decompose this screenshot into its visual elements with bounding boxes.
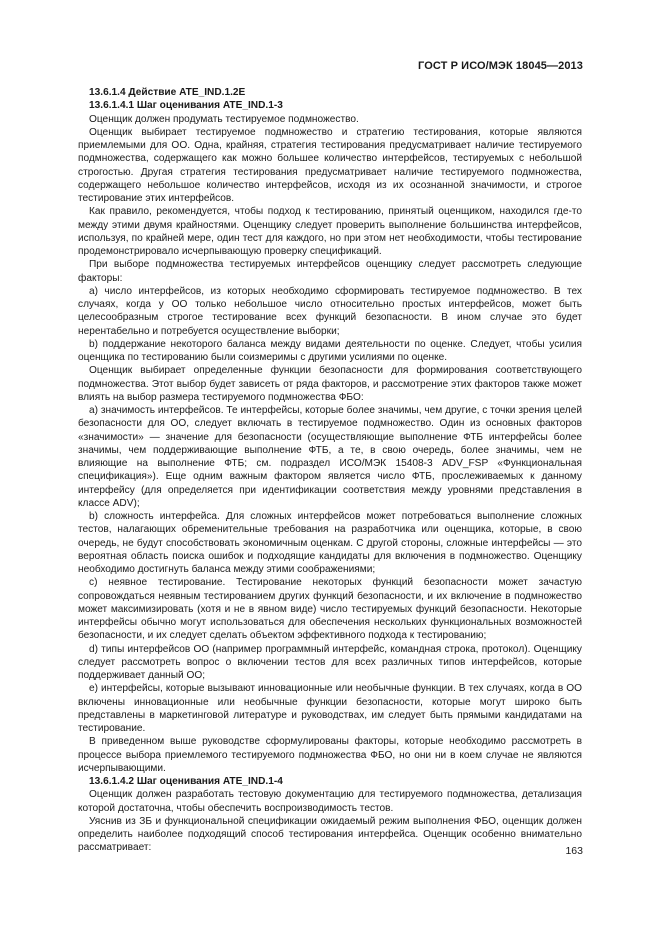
body-paragraph: Оценщик должен продумать тестируемое подмножество.: [89, 113, 359, 125]
body-paragraph: a) значимость интерфейсов. Те интерфейсы, которые более значимы, чем другие, с точки зрения целей безопасности для ОО, следует включать в тестируемое подмножество. Один из основных факторов «значимости» — значение для безопасности (осуществляющие выполнение ФТБ интерфейсы более значимы, чем поддерживающие выполнение ФТБ, а те, в свою очередь, более значимы, чем не влияющие на выполнение ФТБ; см. подраздел ИСО/МЭК 15408-3 ADV_FSP «Функциональная спецификация»). Еще одним важным фактором является число ФТБ, прослеживаемых к данному интерфейсу (для определяется при идентификации соответствия между уровнями представления в классе ADV);: [78, 405, 582, 509]
document-body: [78, 86, 582, 855]
body-paragraph: c) неявное тестирование. Тестирование некоторых функций безопасности может зачастую сопровождаться неявным тестированием других функций безопасности, и их включение в подмножество может максимизировать (хотя и не в явном виде) число тестируемых функций безопасности. Некоторые интерфейсы обычно могут использоваться для обеспечения нескольких функциональных возможностей безопасности, и их следует сделать объектом эффективного подхода к тестированию;: [78, 577, 582, 642]
body-paragraph: a) число интерфейсов, из которых необходимо сформировать тестируемое подмножество. В тех случаях, когда у ОО только небольшое число относительно простых интерфейсов, может быть целесообразным строгое тестирование всех функций безопасности. В ином случае это будет нерентабельно и потребуется осуществление выборки;: [78, 285, 582, 337]
section-heading: 13.6.1.4.1 Шаг оценивания ATE_IND.1-3: [89, 100, 283, 112]
body-paragraph: При выборе подмножества тестируемых интерфейсов оценщику следует рассмотреть следующие факторы:: [78, 259, 582, 284]
section-heading: 13.6.1.4 Действие ATE_IND.1.2E: [89, 87, 246, 98]
page-number: 163: [565, 845, 583, 857]
body-paragraph: Оценщик выбирает тестируемое подмножество и стратегию тестирования, которые являются приемлемыми для ОО. Одна, крайняя, стратегия тестирования предусматривает наличие тестируемого подмножества, содержащего как можно большее количество интерфейсов, тестируемых с небольшой строгостью. Другая стратегия тестирования предусматривает наличие тестируемого подмножества, содержащего небольшое количество интерфейсов, исходя из их осознанной значимости, и строгое тестирование этих интерфейсов.: [78, 126, 582, 204]
body-paragraph: Как правило, рекомендуется, чтобы подход к тестированию, принятый оценщиком, находился где-то между этими двумя крайностями. Оценщику следует проверить выполнение большинства интерфейсов, используя, по крайней мере, один тест для каждого, но при этом нет необходимости, чтобы тестирование продемонстрировало исчерпывающую проверку спецификаций.: [78, 206, 582, 257]
body-paragraph: Уяснив из ЗБ и функциональной спецификации ожидаемый режим выполнения ФБО, оценщик должен определить наиболее подходящий способ тестирования интерфейса. Оценщик особенно внимательно рассматривает:: [78, 815, 582, 854]
body-paragraph: Оценщик должен разработать тестовую документацию для тестируемого подмножества, детализация которой достаточна, чтобы обеспечить воспроизводимость тестов.: [78, 789, 582, 814]
body-paragraph: b) поддержание некоторого баланса между видами деятельности по оценке. Следует, чтобы усилия оценщика по тестированию были соизмеримы с другими усилиями по оценке.: [78, 338, 582, 363]
standard-header: ГОСТ Р ИСО/МЭК 18045—2013: [418, 60, 583, 72]
section-heading: 13.6.1.4.2 Шаг оценивания ATE_IND.1-4: [89, 776, 283, 787]
body-paragraph: b) сложность интерфейса. Для сложных интерфейсов может потребоваться выполнение сложных тестов, налагающих обременительные требования на разработчика или оценщика, которые, в свою очередь, не будут способствовать экономичным оценкам. С другой стороны, сложные интерфейсы — это вероятная область поиска ошибок и подходящие кандидаты для включения в подмножество. Оценщику необходимо достигнуть баланса между этими соображениями;: [78, 511, 582, 575]
body-paragraph: Оценщик выбирает определенные функции безопасности для формирования соответствующего подмножества. Этот выбор будет зависеть от ряда факторов, и рассмотрение этих факторов также может влиять на выбор размера тестируемого подмножества ФБО:: [78, 365, 582, 403]
body-paragraph: В приведенном выше руководстве сформулированы факторы, которые необходимо рассмотреть в процессе выбора приемлемого тестируемого подмножества ФБО, но они ни в коем случае не являются исчерпывающими.: [78, 736, 582, 774]
body-paragraph: e) интерфейсы, которые вызывают инновационные или необычные функции. В тех случаях, когда в ОО включены инновационные или необычные функции безопасности, которые могут широко быть представлены в маркетинговой литературе и руководствах, им следует быть прямыми кандидатами на тестирование.: [78, 683, 582, 734]
body-paragraph: d) типы интерфейсов ОО (например программный интерфейс, командная строка, протокол). Оценщику следует рассмотреть вопрос о включении тестов для всех различных типов интерфейсов, которые поддерживает данный ОО;: [78, 643, 582, 681]
